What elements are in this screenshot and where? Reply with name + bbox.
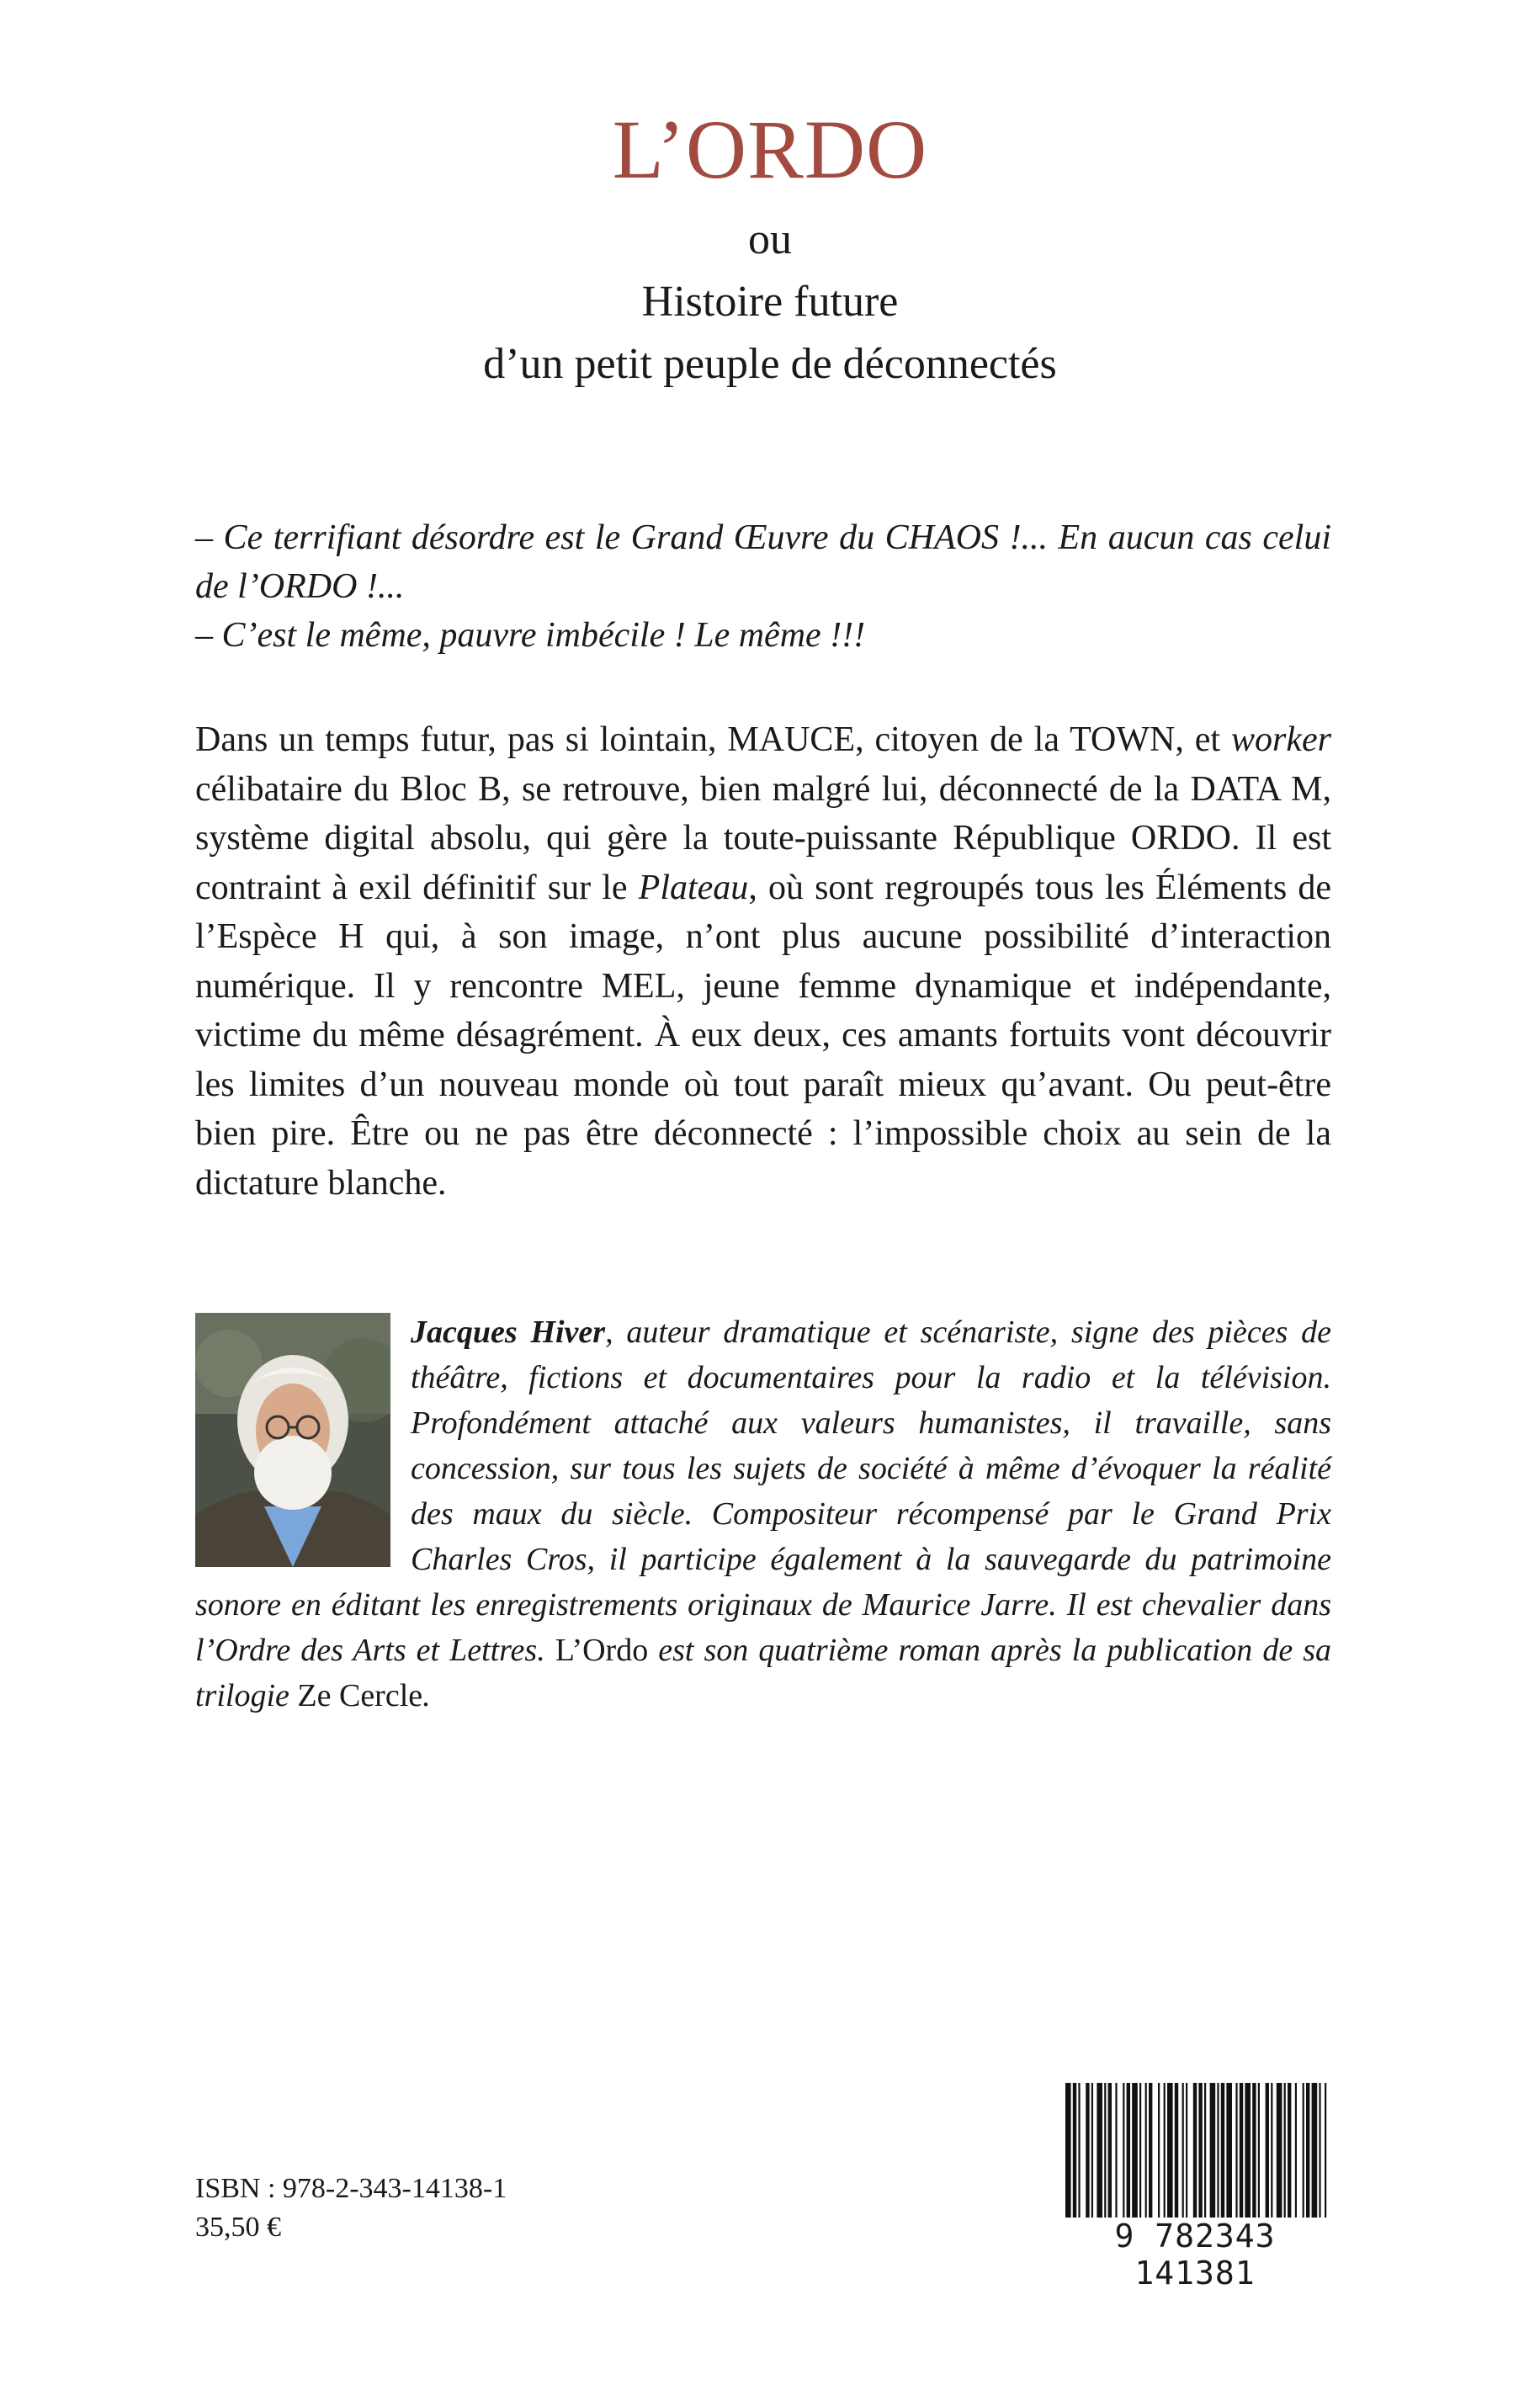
subtitle-line: ou bbox=[748, 215, 792, 263]
summary-emphasis: worker bbox=[1231, 720, 1331, 759]
barcode-bar bbox=[1164, 2083, 1166, 2218]
barcode-bar bbox=[1198, 2083, 1202, 2218]
barcode-bar bbox=[1306, 2083, 1309, 2218]
barcode-bar bbox=[1149, 2083, 1152, 2218]
barcode-bar bbox=[1204, 2083, 1206, 2218]
subtitle-line: Histoire future bbox=[641, 278, 899, 326]
barcode-bar bbox=[1235, 2083, 1237, 2218]
bio-text: est son quatrième roman après la publication de sa trilogie bbox=[195, 1633, 1331, 1713]
barcode-bar bbox=[1217, 2083, 1219, 2218]
barcode-bar bbox=[1145, 2083, 1147, 2218]
bio-text: , auteur dramatique et scénariste, signe des pièces de théâtre, fictions et documentaires pour la radio et la télévision. Profondément attaché aux valeurs humanistes, il travaille, sans concession, sur tous les sujets de société à même d’évoquer la réalité des maux du siècle. Compositeur récompensé par le Grand Prix Charles Cros, il participe également à la sauvegarde du patrimoine sonore en éditant les enregistrements originaux de Maurice Jarre. Il est chevalier dans l’Ordre des Arts et Lettres. bbox=[195, 1315, 1332, 1668]
barcode-bar bbox=[1319, 2083, 1320, 2218]
barcode-bar bbox=[1295, 2083, 1297, 2218]
barcode-bar bbox=[1127, 2083, 1130, 2218]
barcode-bar bbox=[1108, 2083, 1112, 2218]
price: 35,50 € bbox=[195, 2212, 281, 2243]
barcode-bar bbox=[1221, 2083, 1224, 2218]
barcode-bar bbox=[1325, 2083, 1326, 2218]
book-summary bbox=[195, 715, 1331, 1208]
summary-text: Dans un temps futur, pas si lointain, MAUCE, citoyen de la TOWN, et bbox=[195, 720, 1231, 759]
barcode-bar bbox=[1284, 2083, 1286, 2218]
barcode-bar bbox=[1132, 2083, 1138, 2218]
book-title-ref: L’Ordo bbox=[555, 1633, 649, 1668]
barcode-bar bbox=[1104, 2083, 1106, 2218]
barcode-bar bbox=[1303, 2083, 1304, 2218]
barcode-digits: 9 782343 141381 bbox=[1062, 2218, 1328, 2292]
author-bio bbox=[195, 1309, 1331, 1718]
subtitle-line: d’un petit peuple de déconnectés bbox=[483, 340, 1057, 388]
barcode-bar bbox=[1288, 2083, 1291, 2218]
barcode-bar bbox=[1186, 2083, 1187, 2218]
author-photo bbox=[195, 1313, 390, 1567]
summary-paragraph bbox=[195, 715, 1331, 1208]
book-subtitle bbox=[0, 209, 1540, 396]
barcode-bar bbox=[1175, 2083, 1178, 2218]
barcode-bar bbox=[1266, 2083, 1269, 2218]
barcode-bar bbox=[1073, 2083, 1076, 2218]
barcode-bar bbox=[1078, 2083, 1080, 2218]
author-name: Jacques Hiver bbox=[411, 1315, 606, 1350]
barcode-bar bbox=[1115, 2083, 1117, 2218]
epigraph-line: – Ce terrifiant désordre est le Grand Œuvre du CHAOS !... En aucun cas celui de l’ORDO !... bbox=[195, 518, 1331, 606]
epigraph bbox=[195, 513, 1331, 660]
barcode-bar bbox=[1139, 2083, 1141, 2218]
isbn: ISBN : 978-2-343-14138-1 bbox=[195, 2173, 507, 2204]
summary-emphasis: Plateau bbox=[638, 868, 749, 907]
barcode-bar bbox=[1226, 2083, 1232, 2218]
summary-text: célibataire du Bloc B, se retrouve, bien malgré lui, déconnecté de la DATA M, système digital absolu, qui gère la toute-puissante République ORDO. Il est contraint à exil définitif sur le bbox=[195, 769, 1331, 907]
barcode-bar bbox=[1065, 2083, 1071, 2218]
barcode-bar bbox=[1210, 2083, 1216, 2218]
barcode-bar bbox=[1167, 2083, 1173, 2218]
barcode-bar bbox=[1091, 2083, 1093, 2218]
barcode-bar bbox=[1123, 2083, 1124, 2218]
trilogy-title: Ze Cercle bbox=[297, 1678, 423, 1713]
barcode-bar bbox=[1252, 2083, 1256, 2218]
barcode-bar bbox=[1193, 2083, 1197, 2218]
barcode-bar bbox=[1245, 2083, 1251, 2218]
bio-text: . bbox=[422, 1678, 431, 1713]
barcode-bar bbox=[1271, 2083, 1272, 2218]
barcode-bar bbox=[1097, 2083, 1102, 2218]
barcode-bar bbox=[1158, 2083, 1160, 2218]
book-title: L’ORDO bbox=[612, 103, 928, 196]
barcode-bar bbox=[1240, 2083, 1243, 2218]
barcode-bar bbox=[1182, 2083, 1184, 2218]
summary-text: , où sont regroupés tous les Éléments de l’Espèce H qui, à son image, n’ont plus aucune possibilité d’interaction numérique. Il y rencontre MEL, jeune femme dynamique et indépendante, victime du même désagrément. À eux deux, ces amants fortuits vont découvrir les limites d’un nouveau monde où tout paraît mieux qu’avant. Ou peut-être bien pire. Être ou ne pas être déconnecté : l’impossible choix au sein de la dictature blanche. bbox=[195, 868, 1331, 1203]
barcode-bar bbox=[1086, 2083, 1089, 2218]
barcode-bar bbox=[1312, 2083, 1318, 2218]
epigraph-line: – C’est le même, pauvre imbécile ! Le même !!! bbox=[195, 616, 866, 655]
barcode-bar bbox=[1277, 2083, 1282, 2218]
barcode-bar bbox=[1258, 2083, 1260, 2218]
